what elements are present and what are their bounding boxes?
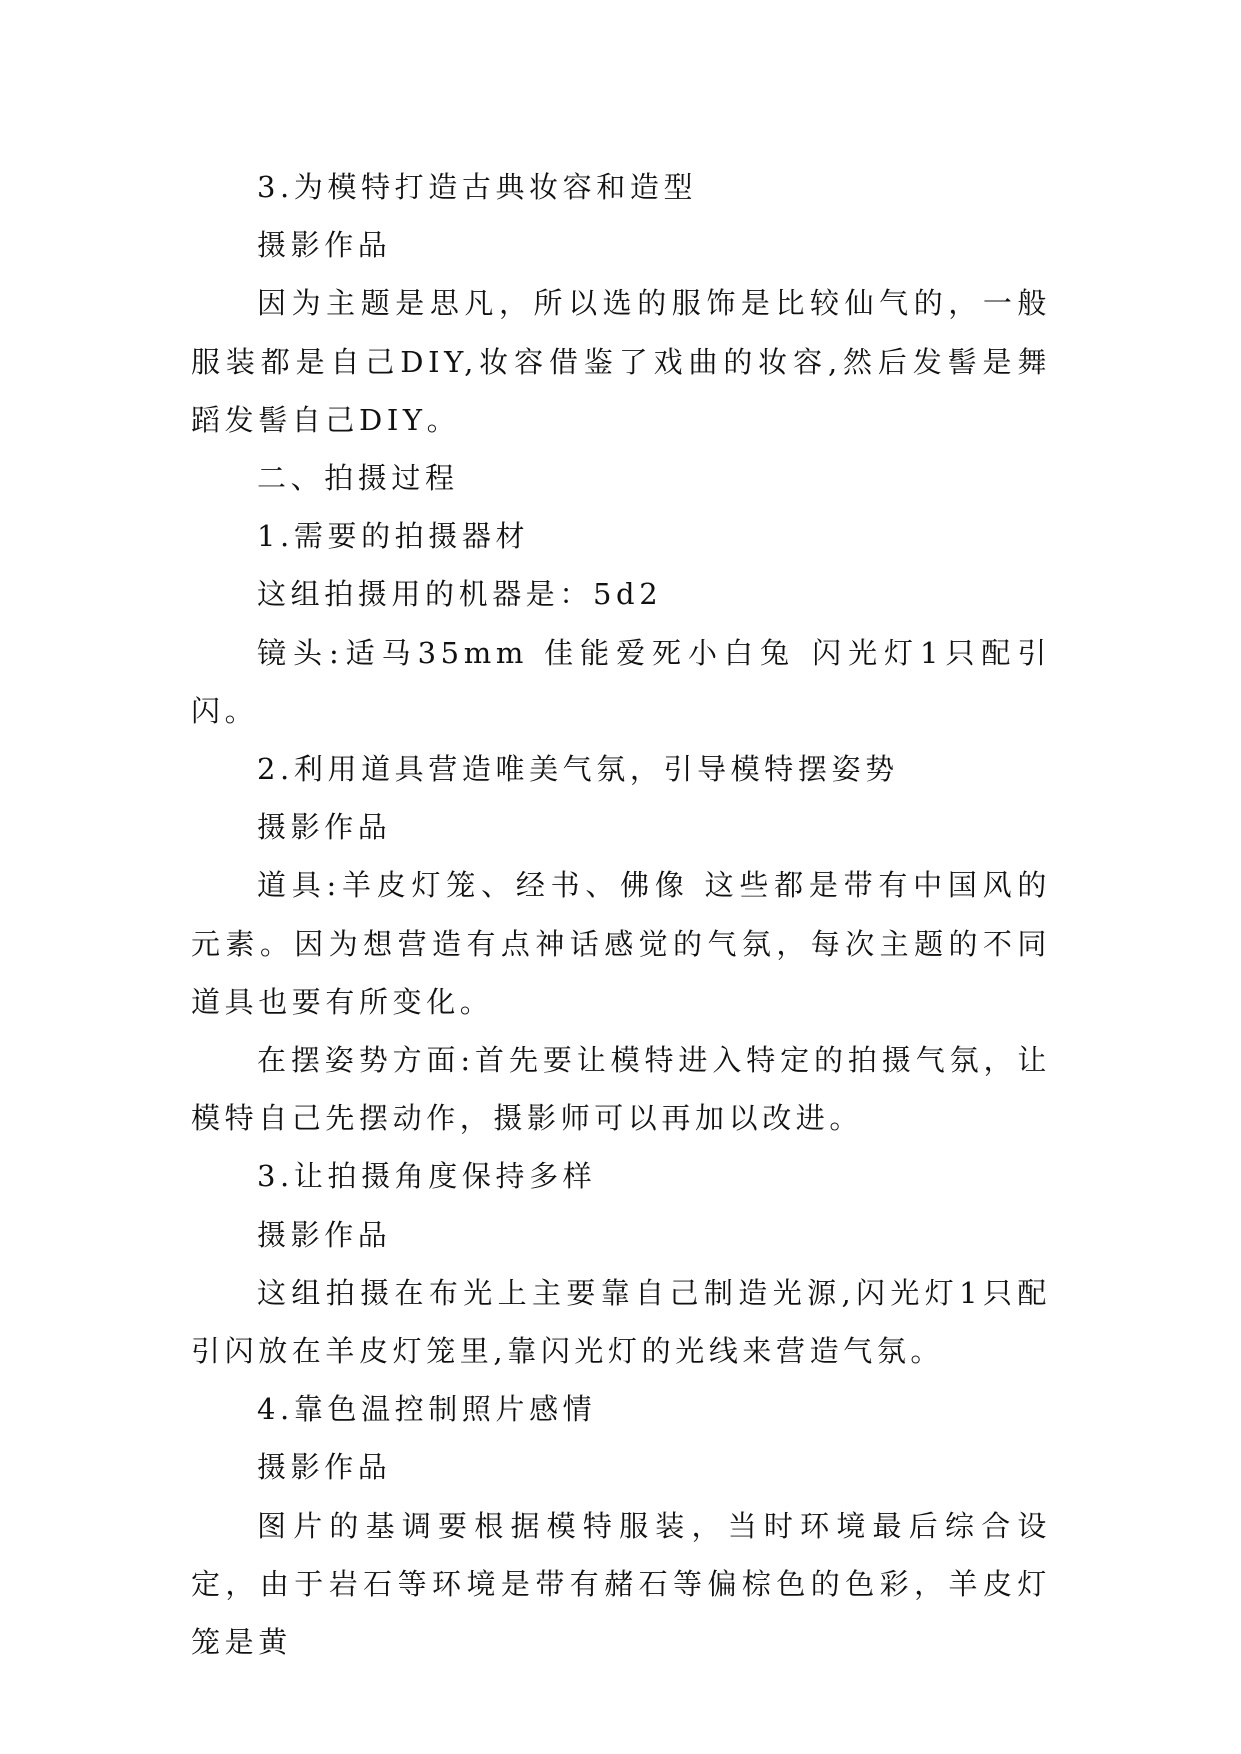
section-heading: 二、拍摄过程 [257, 461, 459, 496]
body-paragraph: 道具:羊皮灯笼、经书、佛像 这些都是带有中国风的元素。因为想营造有点神话感觉的气氛，每次主题的不同道具也要有所变化。 [191, 868, 1051, 1019]
body-paragraph: 这组拍摄在布光上主要靠自己制造光源,闪光灯1只配引闪放在羊皮灯笼里,靠闪光灯的光线来营造气氛。 [191, 1275, 1051, 1369]
image-caption: 摄影作品 [257, 1217, 392, 1252]
section-heading: 3.为模特打造古典妆容和造型 [257, 170, 698, 204]
body-paragraph: 镜头:适马35mm 佳能爱死小白兔 闪光灯1只配引闪。 [191, 635, 1051, 728]
section-heading: 2.利用道具营造唯美气氛，引导模特摆姿势 [257, 752, 899, 787]
section-heading: 1.需要的拍摄器材 [257, 519, 530, 554]
body-paragraph: 这组拍摄用的机器是：5d2 [257, 577, 663, 612]
section-heading: 3.让拍摄角度保持多样 [257, 1159, 597, 1194]
section-heading: 4.靠色温控制照片感情 [257, 1392, 597, 1427]
body-paragraph: 因为主题是思凡，所以选的服饰是比较仙气的，一般服装都是自己DIY,妆容借鉴了戏曲的妆容,然后发髻是舞蹈发髻自己DIY。 [191, 286, 1051, 437]
image-caption: 摄影作品 [257, 1450, 392, 1485]
image-caption: 摄影作品 [257, 228, 392, 263]
body-paragraph: 图片的基调要根据模特服装，当时环境最后综合设定，由于岩石等环境是带有赭石等偏棕色的色彩，羊皮灯笼是黄 [191, 1508, 1051, 1660]
image-caption: 摄影作品 [257, 810, 392, 845]
body-paragraph: 在摆姿势方面:首先要让模特进入特定的拍摄气氛，让模特自己先摆动作，摄影师可以再加以改进。 [191, 1043, 1051, 1136]
document-body [191, 158, 1051, 1671]
